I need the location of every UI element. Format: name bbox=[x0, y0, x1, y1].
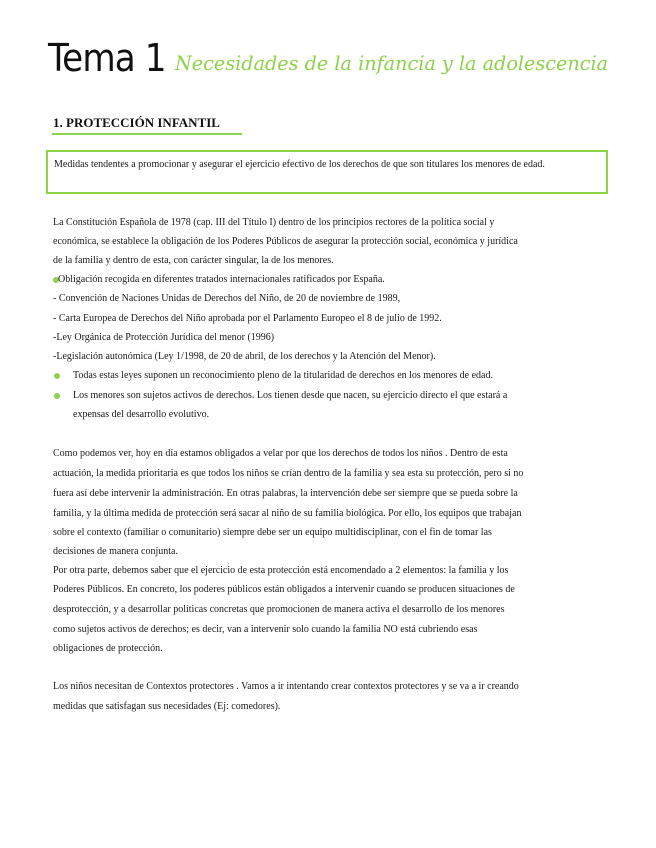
para-line: decisiones de manera conjunta. bbox=[53, 546, 178, 557]
list-item: Obligación recogida en diferentes tratados internacionales ratificados por España. bbox=[58, 274, 385, 285]
title-row bbox=[48, 36, 618, 84]
para-line: medidas que satisfagan sus necesidades (Ej: comedores). bbox=[53, 701, 281, 712]
intro-line: de la familia y dentro de esta, con carácter singular, la de los menores. bbox=[53, 255, 334, 266]
bullet-icon bbox=[54, 393, 60, 399]
para-line: Los niños necesitan de Contextos protectores . Vamos a ir intentando crear contextos protectores y se va a ir creando bbox=[53, 681, 519, 692]
para-line: Poderes Públicos. En concreto, los poderes públicos están obligados a intervenir cuando se producen situaciones de bbox=[53, 584, 515, 595]
para-line: desprotección, y a desarrollar políticas concretas que promocionen de manera activa el desarrollo de los menores bbox=[53, 604, 505, 615]
intro-line: económica, se establece la obligación de los Poderes Públicos de asegurar la protección social, económica y jurídica bbox=[53, 236, 518, 247]
list-item: -Legislación autonómica (Ley 1/1998, de 20 de abril, de los derechos y la Atención del Menor). bbox=[53, 351, 436, 362]
section-heading: 1. PROTECCIÓN INFANTIL bbox=[53, 115, 220, 130]
list-item: Los menores son sujetos activos de derechos. Los tienen desde que nacen, su ejercicio directo el que estará a bbox=[73, 390, 508, 401]
title-main: Tema 1 bbox=[48, 36, 166, 80]
callout-text: Medidas tendentes a promocionar y asegurar el ejercicio efectivo de los derechos de que son titulares los menores de edad. bbox=[54, 159, 545, 170]
list-item: Todas estas leyes suponen un reconocimiento pleno de la titularidad de derechos en los menores de edad. bbox=[73, 370, 493, 381]
definition-callout bbox=[46, 150, 608, 194]
para-line: como sujetos activos de derechos; es decir, van a intervenir solo cuando la familia NO está cubriendo esas bbox=[53, 624, 478, 635]
para-line: sobre el contexto (familiar o comunitario) siempre debe ser un equipo multidisciplinar, con el fin de tomar las bbox=[53, 527, 492, 538]
list-item: - Convención de Naciones Unidas de Derechos del Niño, de 20 de noviembre de 1989, bbox=[53, 293, 401, 304]
title-subtitle: Necesidades de la infancia y la adolescencia bbox=[175, 51, 609, 75]
para-line: Como podemos ver, hoy en día estamos obligados a velar por que los derechos de todos los niños . Dentro de esta bbox=[53, 448, 508, 459]
intro-line: La Constitución Española de 1978 (cap. III del Título I) dentro de los principios rectores de la política social y bbox=[53, 217, 495, 228]
section-underline bbox=[52, 133, 242, 135]
list-item: -Ley Orgánica de Protección Jurídica del menor (1996) bbox=[53, 332, 275, 343]
list-item: - Carta Europea de Derechos del Niño aprobada por el Parlamento Europeo el 8 de julio de 1992. bbox=[53, 313, 442, 324]
bullet-icon bbox=[54, 373, 60, 379]
para-line: obligaciones de protección. bbox=[53, 643, 163, 654]
list-item: expensas del desarrollo evolutivo. bbox=[73, 409, 210, 420]
para-line: actuación, la medida prioritaria es que todos los niños se crían dentro de la familia y sea esta su protección, pero si no bbox=[53, 468, 524, 479]
para-line: fuera así debe intervenir la administración. En otras palabras, la intervención debe ser siempre que se pueda sobre la bbox=[53, 488, 518, 499]
para-line: familia, y la última medida de protección será sacar al niño de su familia biológica. Por ello, los equipos que trabajan bbox=[53, 508, 522, 519]
para-line: Por otra parte, debemos saber que el ejercicio de esta protección está encomendado a 2 elementos: la familia y los bbox=[53, 565, 509, 576]
